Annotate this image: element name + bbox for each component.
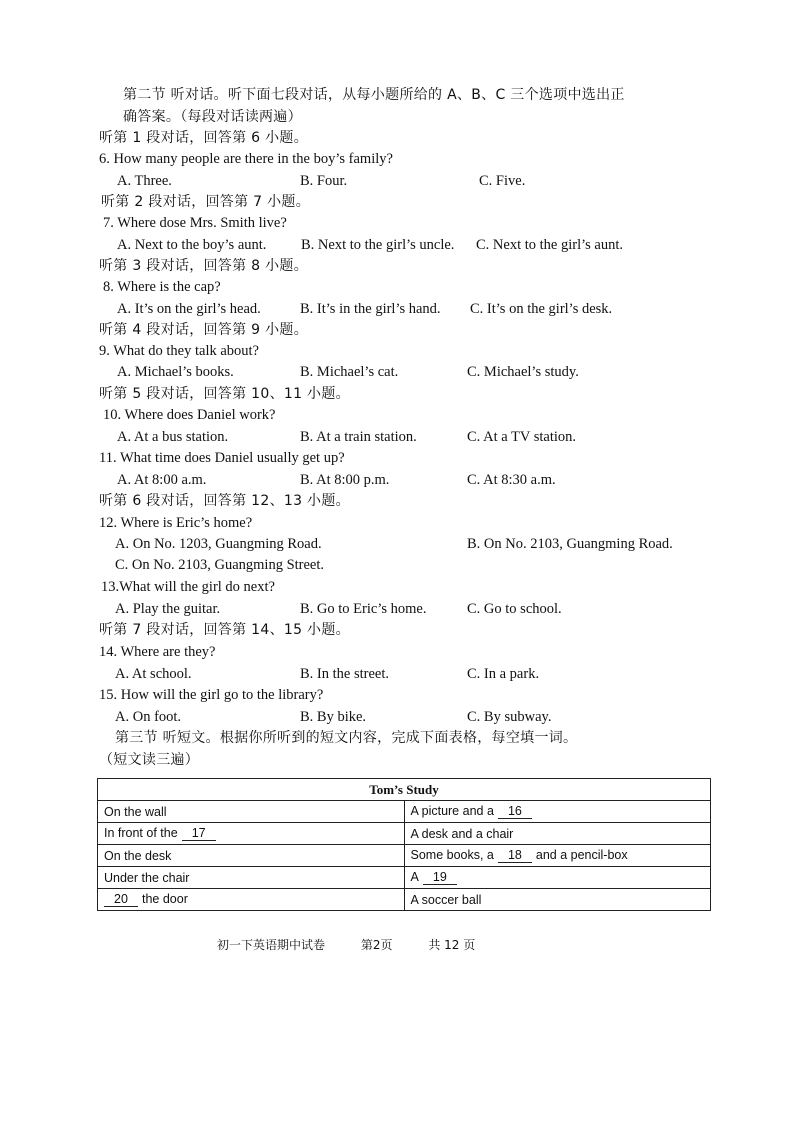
question-7-option-c: C. Next to the girl’s aunt. <box>476 237 623 253</box>
question-10-stem: 10. Where does Daniel work? <box>103 407 276 423</box>
question-13-stem: 13.What will the girl do next? <box>101 579 275 595</box>
table-cell-left <box>98 845 405 867</box>
question-15-stem: 15. How will the girl go to the library? <box>99 687 324 703</box>
blank-17[interactable]: 17 <box>182 827 216 841</box>
question-6-stem: 6. How many people are there in the boy’s family? <box>99 151 393 167</box>
group-instruction-7: 听第 7 段对话，回答第 14、15 小题。 <box>99 622 350 638</box>
cell-text: Some books, a <box>410 848 494 862</box>
page-footer <box>217 936 507 953</box>
question-14-option-b: B. In the street. <box>300 666 389 682</box>
question-11-option-a: A. At 8:00 a.m. <box>117 472 207 488</box>
blank-18[interactable]: 18 <box>498 849 532 863</box>
table-row <box>98 845 711 867</box>
table-cell-left <box>98 823 405 845</box>
question-15-option-b: B. By bike. <box>300 709 367 725</box>
question-7-stem: 7. Where dose Mrs. Smith live? <box>103 215 287 231</box>
footer-total: 共 12 页 <box>428 938 476 952</box>
cell-text: the door <box>142 892 188 906</box>
group-instruction-3: 听第 3 段对话，回答第 8 小题。 <box>99 258 309 274</box>
table-row <box>98 823 711 845</box>
section3-heading-line1: 第三节 听短文。根据你所听到的短文内容，完成下面表格，每空填一词。 <box>115 730 578 746</box>
question-13-option-b: B. Go to Eric’s home. <box>300 601 427 617</box>
question-8-option-a: A. It’s on the girl’s head. <box>117 301 261 317</box>
group-instruction-2: 听第 2 段对话，回答第 7 小题。 <box>101 194 311 210</box>
table-row <box>98 889 711 911</box>
question-8-option-c: C. It’s on the girl’s desk. <box>470 301 613 317</box>
question-11-option-b: B. At 8:00 p.m. <box>300 472 390 488</box>
cell-text: In front of the <box>104 826 178 840</box>
group-instruction-5: 听第 5 段对话，回答第 10、11 小题。 <box>99 386 350 402</box>
group-instruction-1: 听第 1 段对话，回答第 6 小题。 <box>99 130 309 146</box>
question-12-option-a: A. On No. 1203, Guangming Road. <box>115 536 322 552</box>
question-9-option-a: A. Michael’s books. <box>117 364 234 380</box>
question-6-option-c: C. Five. <box>479 173 526 189</box>
question-13-option-c: C. Go to school. <box>467 601 562 617</box>
blank-20[interactable]: 20 <box>104 893 138 907</box>
toms-study-table <box>97 778 711 911</box>
question-10-option-b: B. At a train station. <box>300 429 417 445</box>
question-14-option-c: C. In a park. <box>467 666 540 682</box>
cell-text: A picture and a <box>410 804 494 818</box>
table-row <box>98 801 711 823</box>
table-cell-left <box>98 867 405 889</box>
question-15-option-a: A. On foot. <box>115 709 182 725</box>
question-6-option-a: A. Three. <box>117 173 172 189</box>
question-8-stem: 8. Where is the cap? <box>103 279 221 295</box>
section2-heading-line2: 确答案。（每段对话读两遍） <box>123 109 302 125</box>
cell-text: and a pencil-box <box>535 848 628 862</box>
question-9-stem: 9. What do they talk about? <box>99 343 259 359</box>
cell-text: On the desk <box>104 848 172 863</box>
section2-heading-line1: 第二节 听对话。听下面七段对话，从每小题所给的 A、B、C 三个选项中选出正 <box>123 87 625 103</box>
question-11-stem: 11. What time does Daniel usually get up? <box>99 450 345 466</box>
question-9-option-b: B. Michael’s cat. <box>300 364 399 380</box>
question-12-option-b: B. On No. 2103, Guangming Road. <box>467 536 673 552</box>
question-14-stem: 14. Where are they? <box>99 644 216 660</box>
question-14-option-a: A. At school. <box>115 666 192 682</box>
question-7-option-b: B. Next to the girl’s uncle. <box>301 237 455 253</box>
table-cell-right <box>404 823 711 845</box>
group-instruction-4: 听第 4 段对话，回答第 9 小题。 <box>99 322 309 338</box>
blank-16[interactable]: 16 <box>498 805 532 819</box>
blank-19[interactable]: 19 <box>423 871 457 885</box>
question-15-option-c: C. By subway. <box>467 709 552 725</box>
table-row <box>98 867 711 889</box>
table-cell-right <box>404 801 711 823</box>
table-cell-right <box>404 889 711 911</box>
table-cell-left <box>98 801 405 823</box>
cell-text: A desk and a chair <box>410 826 514 841</box>
question-9-option-c: C. Michael’s study. <box>467 364 579 380</box>
table-cell-left <box>98 889 405 911</box>
question-12-stem: 12. Where is Eric’s home? <box>99 515 253 531</box>
question-6-option-b: B. Four. <box>300 173 348 189</box>
table-cell-right <box>404 845 711 867</box>
cell-text: On the wall <box>104 804 167 819</box>
question-11-option-c: C. At 8:30 a.m. <box>467 472 556 488</box>
question-8-option-b: B. It’s in the girl’s hand. <box>300 301 441 317</box>
question-13-option-a: A. Play the guitar. <box>115 601 221 617</box>
question-12-option-c: C. On No. 2103, Guangming Street. <box>115 557 325 573</box>
cell-text: A soccer ball <box>410 892 482 907</box>
footer-title: 初一下英语期中试卷 <box>217 938 326 952</box>
table-cell-right <box>404 867 711 889</box>
question-10-option-a: A. At a bus station. <box>117 429 229 445</box>
section3-heading-line2: （短文读三遍） <box>99 752 200 768</box>
group-instruction-6: 听第 6 段对话，回答第 12、13 小题。 <box>99 493 350 509</box>
question-10-option-c: C. At a TV station. <box>467 429 577 445</box>
cell-text: A <box>410 870 419 884</box>
table-title: Tom’s Study <box>98 779 711 801</box>
cell-text: Under the chair <box>104 870 190 885</box>
question-7-option-a: A. Next to the boy’s aunt. <box>117 237 267 253</box>
footer-page: 第2页 <box>360 938 393 952</box>
